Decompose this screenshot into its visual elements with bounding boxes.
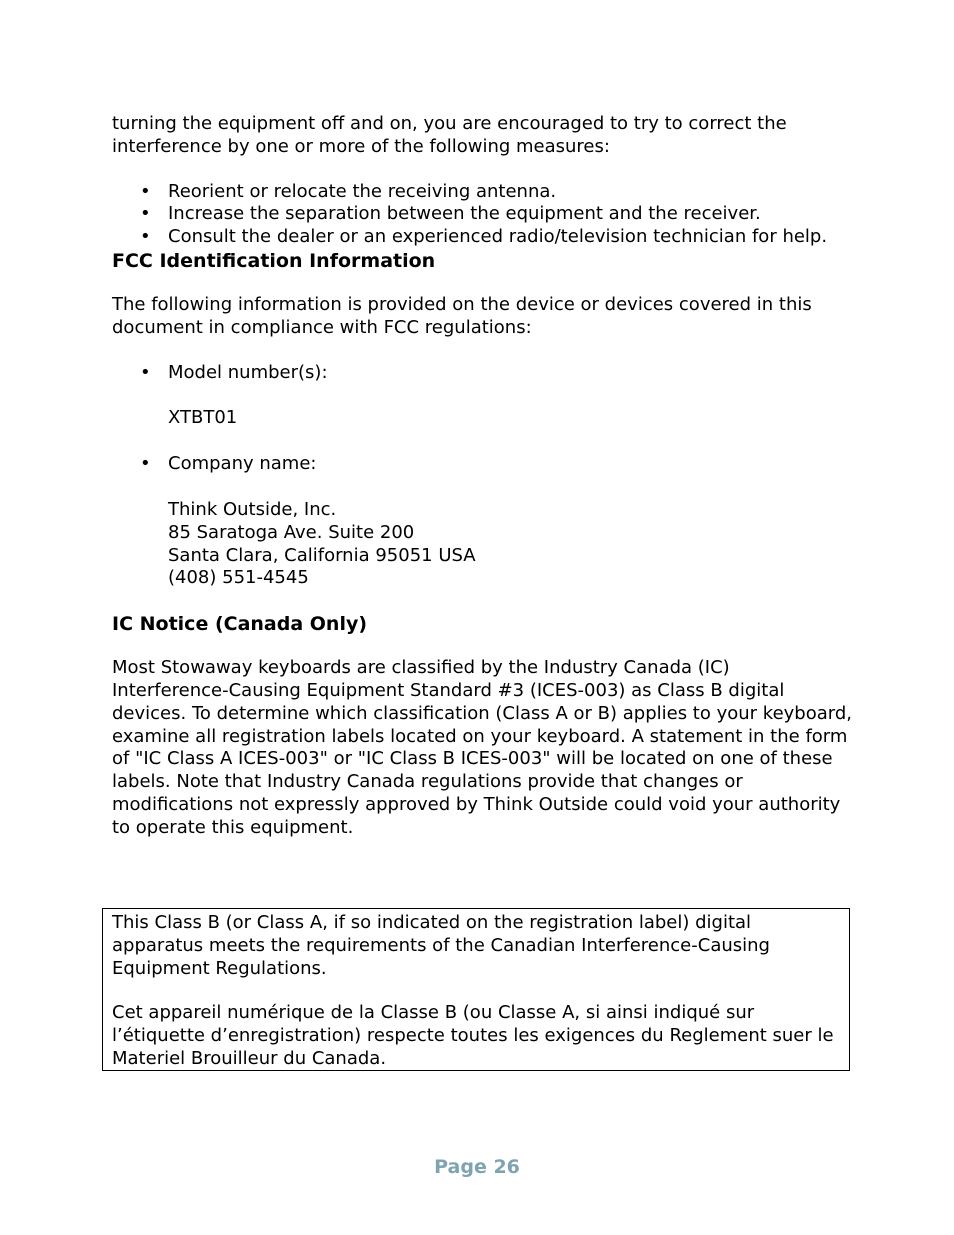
company-line: Santa Clara, California 95051 USA [168,544,476,566]
company-line: (408) 551-4545 [168,567,309,589]
fcc-info-list [112,362,852,385]
list-item-company [112,453,852,476]
company-address [112,499,852,590]
fcc-company-list [112,453,852,476]
list-item-text: Consult the dealer or an experienced radio/television technician for help. [168,226,828,248]
measures-list [112,181,852,249]
bullet-icon: • [140,361,151,383]
ic-heading: IC Notice (Canada Only) [112,613,368,636]
company-label: Company name: [168,453,317,475]
list-item [112,226,852,249]
intro-paragraph: turning the equipment off and on, you are encouraged to try to correct the interference by one or more of the following measures: [112,113,787,157]
page-number: Page 26 [434,1156,520,1178]
notice-english: This Class B (or Class A, if so indicated on the registration label) digital apparatus meets the requirements of the Canadian Interference-Causing Equipment Regulations. [112,912,770,979]
list-item [112,203,852,226]
bullet-icon: • [140,203,151,225]
ic-notice-box [102,908,850,1071]
fcc-heading: FCC Identification Information [112,249,436,272]
company-line: Think Outside, Inc. [168,498,337,520]
bullet-icon: • [140,453,151,475]
model-label: Model number(s): [168,361,328,383]
notice-french: Cet appareil numérique de la Classe B (ou Classe A, si ainsi indiqué sur l’étiquette d’enregistration) respecte toutes les exigences du Reglement suer le Materiel Brouilleur du Canada. [112,1002,834,1069]
list-item-text: Reorient or relocate the receiving antenna. [168,180,557,202]
model-value: XTBT01 [168,407,238,429]
bullet-icon: • [140,180,151,202]
company-line: 85 Saratoga Ave. Suite 200 [168,521,415,543]
list-item-model [112,362,852,385]
list-item-text: Increase the separation between the equipment and the receiver. [168,203,761,225]
ic-paragraph: Most Stowaway keyboards are classified by the Industry Canada (IC) Interference-Causing Equipment Standard #3 (ICES-003) as Class B digital devices. To determine which classification (Class A or B) applies to your keyboard, examine all registration labels located on your keyboard. A statement in the form of "IC Class A ICES-003" or "IC Class B ICES-003" will be located on one of these labels. Note that Industry Canada regulations provide that changes or modifications not expressly approved by Think Outside could void your authority to operate this equipment. [112,657,852,838]
document-page [112,113,852,840]
fcc-paragraph: The following information is provided on the device or devices covered in this document in compliance with FCC regulations: [112,293,812,338]
list-item [112,181,852,204]
bullet-icon: • [140,226,151,248]
